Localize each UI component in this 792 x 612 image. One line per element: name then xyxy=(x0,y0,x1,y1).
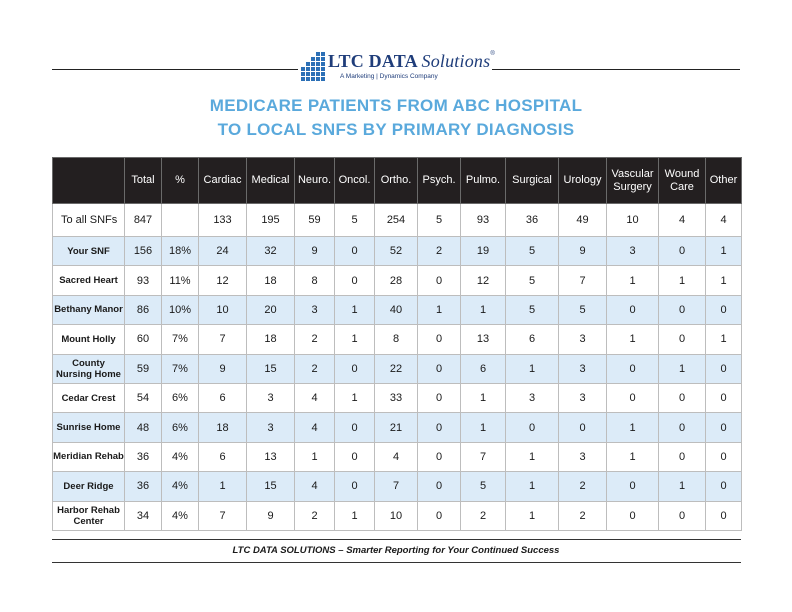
table-cell: 1 xyxy=(295,442,335,471)
table-cell: 93 xyxy=(461,204,506,237)
table-cell: 1 xyxy=(706,237,742,266)
table-cell: 11% xyxy=(162,266,199,295)
row-label: Your SNF xyxy=(53,237,125,266)
table-cell: 2 xyxy=(461,501,506,530)
brand-trademark: ® xyxy=(490,51,495,57)
table-cell: 133 xyxy=(199,204,247,237)
table-cell: 0 xyxy=(607,501,659,530)
column-header: Psych. xyxy=(418,158,461,204)
table-cell: 3 xyxy=(559,325,607,354)
row-label: Sacred Heart xyxy=(53,266,125,295)
table-cell: 3 xyxy=(559,383,607,412)
table-cell: 2 xyxy=(295,354,335,383)
table-cell: 1 xyxy=(607,442,659,471)
table-cell: 7% xyxy=(162,354,199,383)
row-label: Sunrise Home xyxy=(53,413,125,442)
table-cell: 60 xyxy=(125,325,162,354)
table-cell: 15 xyxy=(247,472,295,501)
table-cell: 0 xyxy=(335,354,375,383)
table-cell: 93 xyxy=(125,266,162,295)
table-row xyxy=(53,295,742,324)
table-cell: 0 xyxy=(659,413,706,442)
table-row xyxy=(53,383,742,412)
table-cell: 4 xyxy=(295,472,335,501)
table-cell: 12 xyxy=(461,266,506,295)
table-cell: 0 xyxy=(418,354,461,383)
table-cell: 20 xyxy=(247,295,295,324)
table-cell: 32 xyxy=(247,237,295,266)
table-cell: 254 xyxy=(375,204,418,237)
table-cell: 2 xyxy=(418,237,461,266)
table-cell: 1 xyxy=(461,295,506,324)
table-cell: 1 xyxy=(335,383,375,412)
table-cell: 6 xyxy=(199,442,247,471)
table-cell: 2 xyxy=(295,325,335,354)
brand-tagline: A Marketing | Dynamics Company xyxy=(340,73,438,80)
table-cell: 0 xyxy=(607,472,659,501)
table-cell: 7 xyxy=(375,472,418,501)
page-title-line-1: MEDICARE PATIENTS FROM ABC HOSPITAL xyxy=(209,96,583,115)
table-cell: 8 xyxy=(295,266,335,295)
table-cell: 1 xyxy=(706,266,742,295)
table-cell: 4% xyxy=(162,501,199,530)
column-header: Urology xyxy=(559,158,607,204)
table-cell: 6 xyxy=(506,325,559,354)
table-cell: 9 xyxy=(199,354,247,383)
table-cell: 1 xyxy=(199,472,247,501)
table-cell: 40 xyxy=(375,295,418,324)
table-cell: 1 xyxy=(706,325,742,354)
column-header: Cardiac xyxy=(199,158,247,204)
page-title-line-2: TO LOCAL SNFS BY PRIMARY DIAGNOSIS xyxy=(217,120,575,139)
table-cell: 4 xyxy=(375,442,418,471)
table-cell: 4 xyxy=(295,383,335,412)
table-cell: 2 xyxy=(295,501,335,530)
table-cell: 6% xyxy=(162,413,199,442)
table-cell: 0 xyxy=(335,237,375,266)
table-cell: 54 xyxy=(125,383,162,412)
table-cell: 4% xyxy=(162,442,199,471)
column-header: Wound Care xyxy=(659,158,706,204)
table-cell: 1 xyxy=(659,354,706,383)
table-cell: 0 xyxy=(607,383,659,412)
table-cell: 86 xyxy=(125,295,162,324)
header-rule-right xyxy=(492,69,740,70)
row-label: Cedar Crest xyxy=(53,383,125,412)
table-cell: 195 xyxy=(247,204,295,237)
footer-rule-bottom xyxy=(52,562,741,563)
table-cell: 1 xyxy=(607,413,659,442)
table-cell: 0 xyxy=(659,501,706,530)
table-cell xyxy=(162,204,199,237)
table-cell: 847 xyxy=(125,204,162,237)
table-cell: 13 xyxy=(247,442,295,471)
table-cell: 0 xyxy=(659,295,706,324)
table-cell: 8 xyxy=(375,325,418,354)
table-header-row xyxy=(53,158,742,204)
table-cell: 18 xyxy=(247,325,295,354)
table-cell: 59 xyxy=(295,204,335,237)
table-cell: 1 xyxy=(461,413,506,442)
row-label: Deer Ridge xyxy=(53,472,125,501)
table-cell: 0 xyxy=(659,442,706,471)
table-cell: 0 xyxy=(659,383,706,412)
row-label: Meridian Rehab xyxy=(53,442,125,471)
column-header: Ortho. xyxy=(375,158,418,204)
table-cell: 2 xyxy=(559,501,607,530)
table-cell: 21 xyxy=(375,413,418,442)
table-cell: 9 xyxy=(559,237,607,266)
column-header: Total xyxy=(125,158,162,204)
table-cell: 3 xyxy=(295,295,335,324)
table-cell: 10 xyxy=(607,204,659,237)
table-cell: 5 xyxy=(506,295,559,324)
row-label: To all SNFs xyxy=(53,204,125,237)
column-header: % xyxy=(162,158,199,204)
table-row xyxy=(53,237,742,266)
table-cell: 3 xyxy=(247,413,295,442)
table-cell: 4 xyxy=(706,204,742,237)
table-cell: 0 xyxy=(659,325,706,354)
table-cell: 0 xyxy=(418,472,461,501)
table-cell: 6 xyxy=(199,383,247,412)
table-cell: 3 xyxy=(607,237,659,266)
table-cell: 0 xyxy=(418,442,461,471)
table-cell: 1 xyxy=(418,295,461,324)
table-cell: 0 xyxy=(706,354,742,383)
column-header: Medical xyxy=(247,158,295,204)
row-label: County Nursing Home xyxy=(53,354,125,383)
table-cell: 0 xyxy=(607,354,659,383)
header-cell-blank xyxy=(53,158,125,204)
table-cell: 0 xyxy=(335,472,375,501)
table-cell: 2 xyxy=(559,472,607,501)
table-cell: 6% xyxy=(162,383,199,412)
table-cell: 52 xyxy=(375,237,418,266)
table-cell: 1 xyxy=(506,354,559,383)
table-row xyxy=(53,325,742,354)
table-cell: 5 xyxy=(461,472,506,501)
table-cell: 15 xyxy=(247,354,295,383)
table-cell: 0 xyxy=(706,472,742,501)
table-cell: 0 xyxy=(335,442,375,471)
table-cell: 1 xyxy=(659,266,706,295)
table-cell: 18 xyxy=(247,266,295,295)
table-cell: 48 xyxy=(125,413,162,442)
table-cell: 156 xyxy=(125,237,162,266)
table-cell: 0 xyxy=(706,383,742,412)
brand-logo xyxy=(300,50,495,84)
table-cell: 5 xyxy=(559,295,607,324)
table-cell: 36 xyxy=(125,472,162,501)
row-label: Mount Holly xyxy=(53,325,125,354)
table-cell: 4 xyxy=(295,413,335,442)
table-cell: 34 xyxy=(125,501,162,530)
row-label: Bethany Manor xyxy=(53,295,125,324)
table-cell: 1 xyxy=(607,325,659,354)
table-cell: 0 xyxy=(706,413,742,442)
table-row xyxy=(53,266,742,295)
table-cell: 5 xyxy=(506,266,559,295)
table-row xyxy=(53,442,742,471)
table-cell: 1 xyxy=(335,501,375,530)
table-cell: 22 xyxy=(375,354,418,383)
table-cell: 0 xyxy=(506,413,559,442)
table-row xyxy=(53,413,742,442)
table-cell: 0 xyxy=(418,383,461,412)
table-cell: 3 xyxy=(506,383,559,412)
table-cell: 59 xyxy=(125,354,162,383)
table-cell: 0 xyxy=(559,413,607,442)
table-cell: 10 xyxy=(199,295,247,324)
table-cell: 7 xyxy=(199,325,247,354)
table-cell: 1 xyxy=(506,442,559,471)
table-cell: 9 xyxy=(295,237,335,266)
table-cell: 0 xyxy=(418,501,461,530)
table-cell: 1 xyxy=(607,266,659,295)
table-cell: 1 xyxy=(506,501,559,530)
table-cell: 28 xyxy=(375,266,418,295)
table-cell: 6 xyxy=(461,354,506,383)
table-cell: 36 xyxy=(506,204,559,237)
brand-name xyxy=(328,51,495,72)
column-header: Surgical xyxy=(506,158,559,204)
table-cell: 0 xyxy=(418,413,461,442)
table-cell: 0 xyxy=(335,413,375,442)
table-cell: 1 xyxy=(335,325,375,354)
table-cell: 10 xyxy=(375,501,418,530)
table-cell: 36 xyxy=(125,442,162,471)
table-cell: 12 xyxy=(199,266,247,295)
table-row xyxy=(53,204,742,237)
brand-name-bold: LTC DATA xyxy=(328,51,417,71)
column-header: Neuro. xyxy=(295,158,335,204)
table-cell: 0 xyxy=(706,295,742,324)
table-cell: 0 xyxy=(659,237,706,266)
table-cell: 5 xyxy=(418,204,461,237)
table-cell: 0 xyxy=(418,325,461,354)
footer-text: LTC DATA SOLUTIONS – Smarter Reporting for Your Continued Success xyxy=(232,545,560,556)
column-header: Vascular Surgery xyxy=(607,158,659,204)
table-cell: 4 xyxy=(659,204,706,237)
diagnosis-table xyxy=(52,157,742,531)
table-cell: 9 xyxy=(247,501,295,530)
table-cell: 7 xyxy=(559,266,607,295)
table-cell: 1 xyxy=(461,383,506,412)
table-body xyxy=(53,204,742,531)
table-cell: 1 xyxy=(659,472,706,501)
table-cell: 7 xyxy=(199,501,247,530)
table-cell: 24 xyxy=(199,237,247,266)
footer-rule-top xyxy=(52,539,741,540)
row-label: Harbor Rehab Center xyxy=(53,501,125,530)
table-cell: 5 xyxy=(335,204,375,237)
brand-name-italic: Solutions xyxy=(421,51,491,71)
table-cell: 10% xyxy=(162,295,199,324)
table-cell: 0 xyxy=(335,266,375,295)
table-cell: 0 xyxy=(706,442,742,471)
header-rule-left xyxy=(52,69,298,70)
table-cell: 3 xyxy=(559,442,607,471)
table-row xyxy=(53,501,742,530)
table-row xyxy=(53,472,742,501)
table-cell: 7% xyxy=(162,325,199,354)
table-cell: 3 xyxy=(559,354,607,383)
table-cell: 5 xyxy=(506,237,559,266)
table-cell: 33 xyxy=(375,383,418,412)
column-header: Oncol. xyxy=(335,158,375,204)
column-header: Other xyxy=(706,158,742,204)
table-cell: 7 xyxy=(461,442,506,471)
table-cell: 0 xyxy=(418,266,461,295)
table-row xyxy=(53,354,742,383)
table-cell: 0 xyxy=(706,501,742,530)
table-cell: 4% xyxy=(162,472,199,501)
table-cell: 18 xyxy=(199,413,247,442)
table-cell: 19 xyxy=(461,237,506,266)
table-cell: 49 xyxy=(559,204,607,237)
table-cell: 18% xyxy=(162,237,199,266)
table-cell: 1 xyxy=(335,295,375,324)
table-cell: 0 xyxy=(607,295,659,324)
table-cell: 1 xyxy=(506,472,559,501)
table-cell: 13 xyxy=(461,325,506,354)
logo-grid-icon xyxy=(300,52,326,82)
column-header: Pulmo. xyxy=(461,158,506,204)
table-cell: 3 xyxy=(247,383,295,412)
